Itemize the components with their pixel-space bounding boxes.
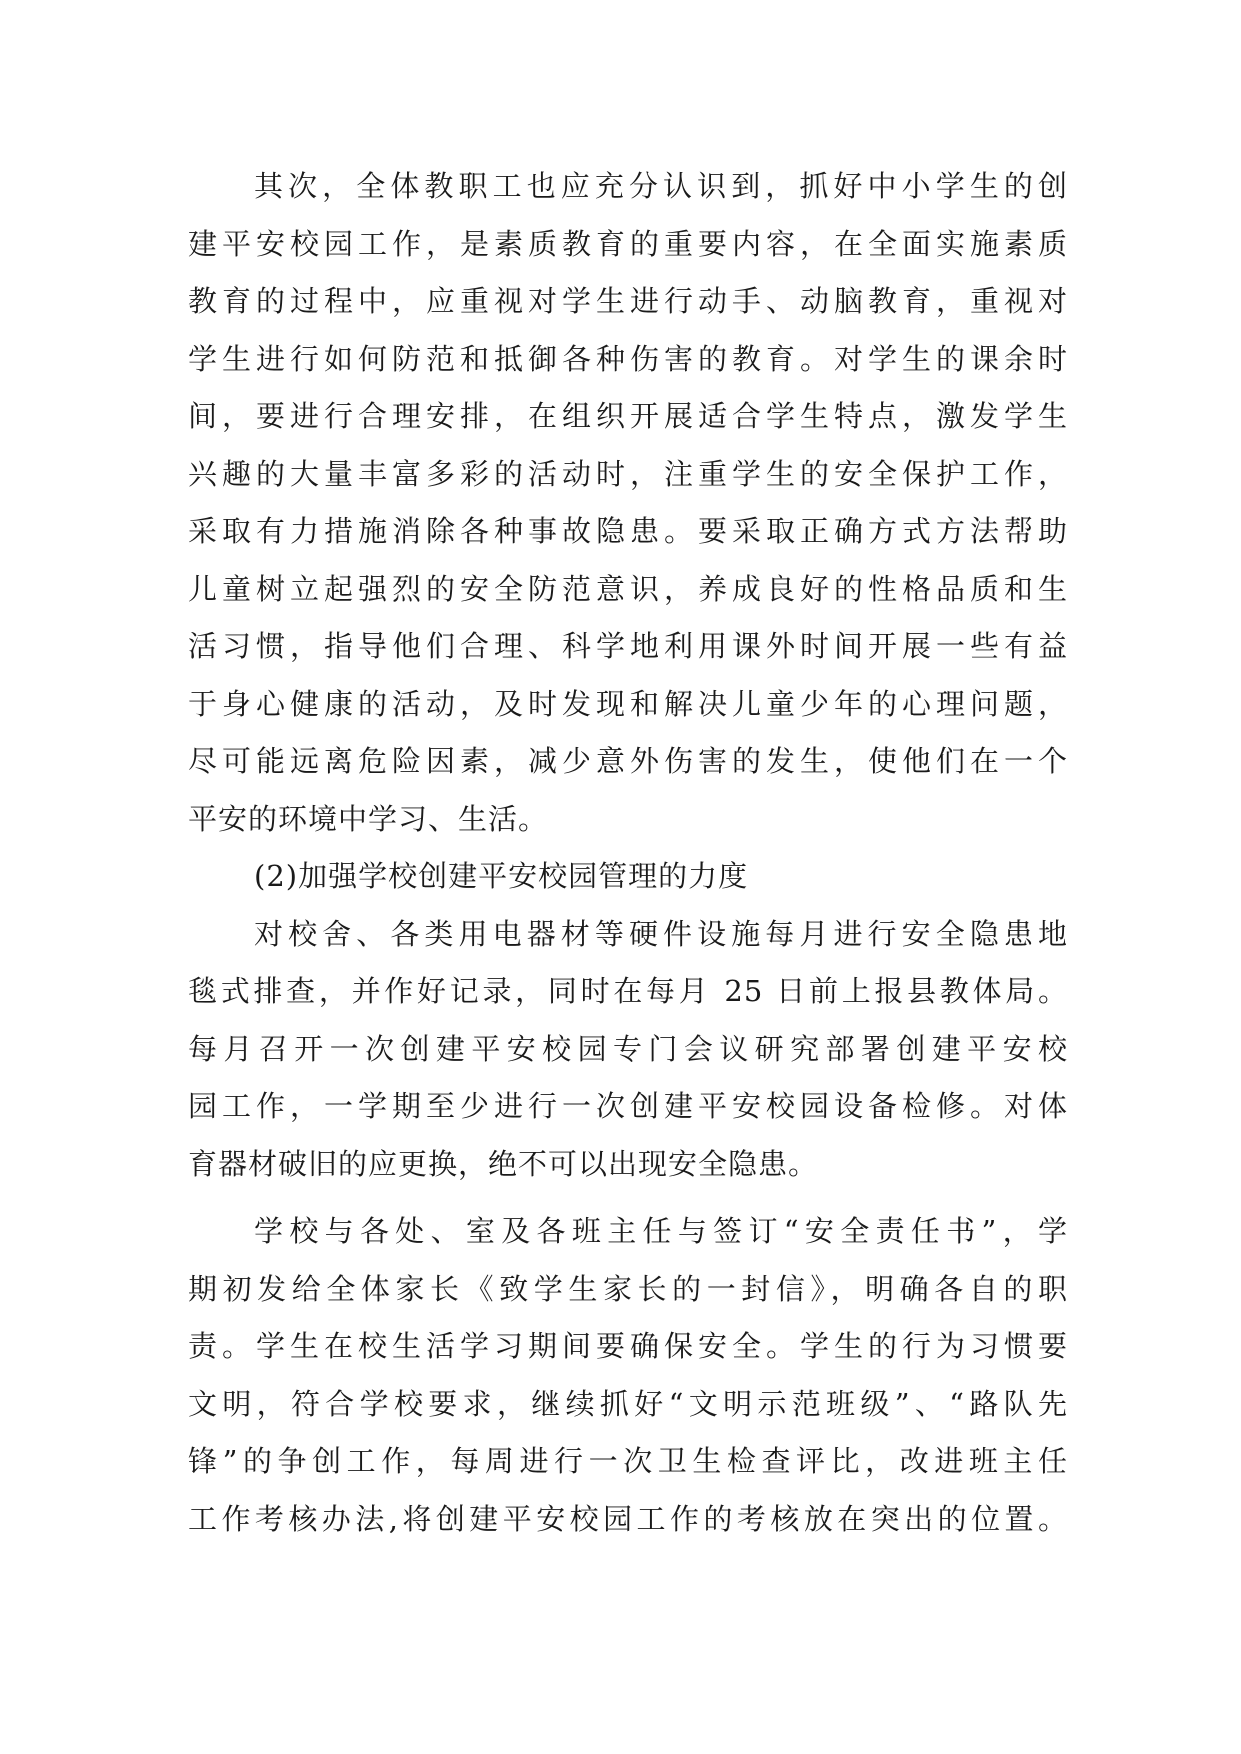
text-line: 间，要进行合理安排，在组织开展适合学生特点，激发学生 bbox=[188, 399, 1068, 433]
paragraph-2 bbox=[188, 906, 1068, 1194]
text-line: 文明，符合学校要求，继续抓好“文明示范班级”、“路队先 bbox=[188, 1386, 1068, 1421]
text-line: 平安的环境中学习、生活。 bbox=[188, 801, 549, 836]
section-heading: (2)加强学校创建平安校园管理的力度 bbox=[254, 859, 749, 893]
text-line: 锋”的争创工作，每周进行一次卫生检查评比，改进班主任 bbox=[188, 1444, 1068, 1478]
text-line: 育器材破旧的应更换，绝不可以出现安全隐患。 bbox=[188, 1146, 819, 1181]
text-line: 兴趣的大量丰富多彩的活动时，注重学生的安全保护工作， bbox=[188, 456, 1068, 491]
text-line: 教育的过程中，应重视对学生进行动手、动脑教育，重视对 bbox=[188, 284, 1068, 318]
text-line: 学生进行如何防范和抵御各种伤害的教育。对学生的课余时 bbox=[188, 341, 1068, 376]
text-line: 建平安校园工作，是素质教育的重要内容，在全面实施素质 bbox=[188, 226, 1068, 261]
text-line: 尽可能远离危险因素，减少意外伤害的发生，使他们在一个 bbox=[188, 744, 1068, 778]
text-line: 儿童树立起强烈的安全防范意识，养成良好的性格品质和生 bbox=[188, 571, 1068, 606]
text-line: 每月召开一次创建平安校园专门会议研究部署创建平安校 bbox=[188, 1031, 1068, 1066]
text-line: 毯式排查，并作好记录，同时在每月 25 日前上报县教体局。 bbox=[188, 974, 1068, 1008]
text-line: 责。学生在校生活学习期间要确保安全。学生的行为习惯要 bbox=[188, 1329, 1068, 1363]
text-line: 于身心健康的活动，及时发现和解决儿童少年的心理问题， bbox=[188, 686, 1068, 721]
text-line: 其次，全体教职工也应充分认识到，抓好中小学生的创 bbox=[254, 169, 1068, 203]
text-line: 学校与各处、室及各班主任与签订“安全责任书”，学 bbox=[254, 1214, 1068, 1248]
document-body bbox=[188, 158, 1068, 1548]
paragraph-gap bbox=[188, 1193, 1068, 1203]
text-line: 对校舍、各类用电器材等硬件设施每月进行安全隐患地 bbox=[254, 916, 1068, 951]
text-line: 活习惯，指导他们合理、科学地利用课外时间开展一些有益 bbox=[188, 629, 1068, 663]
text-line: 采取有力措施消除各种事故隐患。要采取正确方式方法帮助 bbox=[188, 514, 1068, 548]
text-line: 园工作，一学期至少进行一次创建平安校园设备检修。对体 bbox=[188, 1089, 1068, 1123]
paragraph-1 bbox=[188, 158, 1068, 848]
text-line: 期初发给全体家长《致学生家长的一封信》，明确各自的职 bbox=[188, 1271, 1068, 1306]
text-line: 工作考核办法,将创建平安校园工作的考核放在突出的位置。 bbox=[188, 1501, 1068, 1536]
paragraph-3 bbox=[188, 1203, 1068, 1548]
